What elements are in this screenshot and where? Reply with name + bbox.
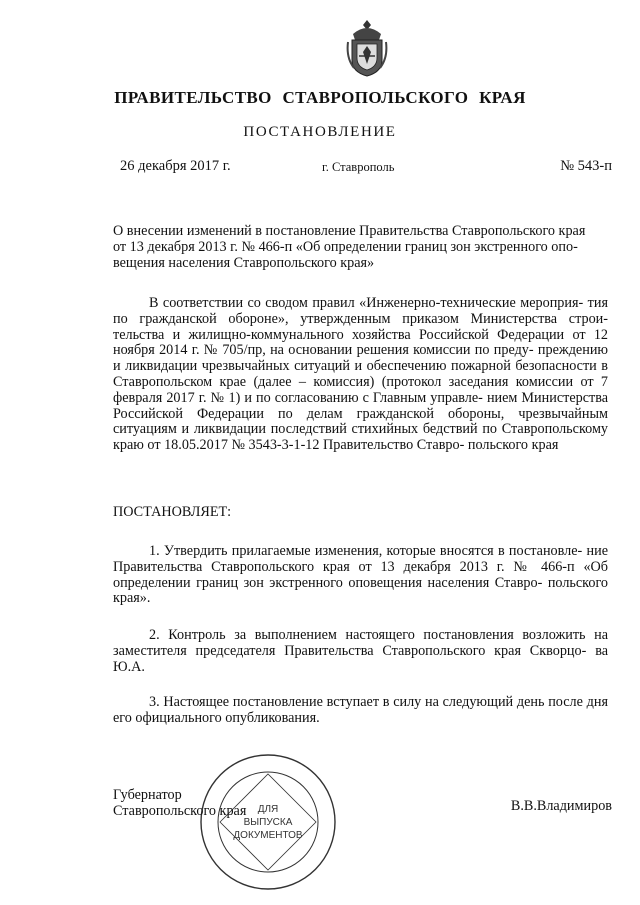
clause-line: 3. Настоящее постановление вступает в силу на следующий день после bbox=[149, 694, 583, 710]
signatory-position bbox=[113, 788, 246, 820]
coat-of-arms-icon bbox=[345, 18, 389, 78]
preamble-line: комиссии от 7 февраля 2017 г. № 1) и по согласованию с Главным управле- bbox=[113, 373, 609, 406]
clause-1 bbox=[113, 544, 608, 607]
title-line: от 13 декабря 2013 г. № 466-п «Об определении границ зон экстренного опо- bbox=[113, 238, 578, 255]
preamble-line: В соответствии со сводом правил «Инженерно-технические мероприя- bbox=[149, 295, 584, 311]
document-title bbox=[113, 224, 608, 271]
clause-line: 2. Контроль за выполнением настоящего постановления возложить на bbox=[149, 627, 608, 643]
document-city: г. Ставрополь bbox=[322, 160, 395, 174]
document-type: ПОСТАНОВЛЕНИЕ bbox=[243, 124, 397, 140]
stamp-center-line: ДЛЯ bbox=[257, 804, 279, 815]
decree-word: ПОСТАНОВЛЯЕТ: bbox=[113, 504, 232, 520]
preamble-paragraph bbox=[113, 296, 608, 454]
preamble-line: тия по гражданской обороне», утвержденным приказом Министерства строи- bbox=[113, 295, 608, 327]
clause-3 bbox=[113, 695, 608, 727]
position-line: Губернатор bbox=[113, 787, 182, 803]
preamble-line: польского края bbox=[467, 437, 559, 454]
preamble-line: преждению и ликвидации чрезвычайных ситуаций и обеспечению пожарной bbox=[113, 342, 609, 375]
clause-line: польского края». bbox=[113, 574, 608, 607]
position-line: Ставропольского края bbox=[113, 802, 247, 819]
signatory-name: В.В.Владимиров bbox=[510, 798, 612, 814]
document-date: 26 декабря 2017 г. bbox=[120, 158, 231, 174]
clause-line: дня его официального опубликования. bbox=[113, 694, 609, 726]
document-number: № 543-п bbox=[560, 158, 612, 174]
clause-line: ва Ю.А. bbox=[113, 642, 608, 675]
clause-line: ние Правительства Ставропольского края от 13 декабря 2013 г. № 466-п bbox=[113, 543, 609, 575]
preamble-line: безопасности в Ставропольском крае (далее – комиссия) (протокол заседания bbox=[113, 358, 608, 390]
stamp-center-line: ВЫПУСКА bbox=[243, 817, 293, 828]
preamble-line: Ставропольскому краю от 18.05.2017 № 3543-3-1-12 Правительство Ставро- bbox=[113, 421, 609, 454]
organization-name: ПРАВИТЕЛЬСТВО СТАВРОПОЛЬСКОГО КРАЯ bbox=[114, 88, 526, 107]
preamble-line: от 12 ноября 2014 г. № 705/пр, на основании решения комиссии по преду- bbox=[113, 326, 609, 359]
clause-line: «Об определении границ зон экстренного оповещения населения Ставро- bbox=[113, 558, 609, 591]
clause-2 bbox=[113, 628, 608, 675]
title-line: О внесении изменений в постановление Правительства Ставропольского края bbox=[113, 223, 586, 239]
preamble-line: тельства и жилищно-коммунального хозяйства Российской Федерации bbox=[113, 326, 565, 343]
clause-line: заместителя председателя Правительства Ставропольского края Скворцо- bbox=[113, 642, 587, 659]
stamp-center-line: ДОКУМЕНТОВ bbox=[233, 830, 303, 841]
title-line: вещения населения Ставропольского края» bbox=[113, 254, 375, 271]
official-stamp bbox=[198, 752, 338, 892]
clause-line: 1. Утвердить прилагаемые изменения, которые вносятся в постановле- bbox=[149, 543, 583, 559]
preamble-line: нием Министерства Российской Федерации по делам гражданской обороны, bbox=[113, 389, 609, 422]
preamble-line: чрезвычайным ситуациям и ликвидации последствий стихийных бедствий по bbox=[113, 405, 609, 438]
